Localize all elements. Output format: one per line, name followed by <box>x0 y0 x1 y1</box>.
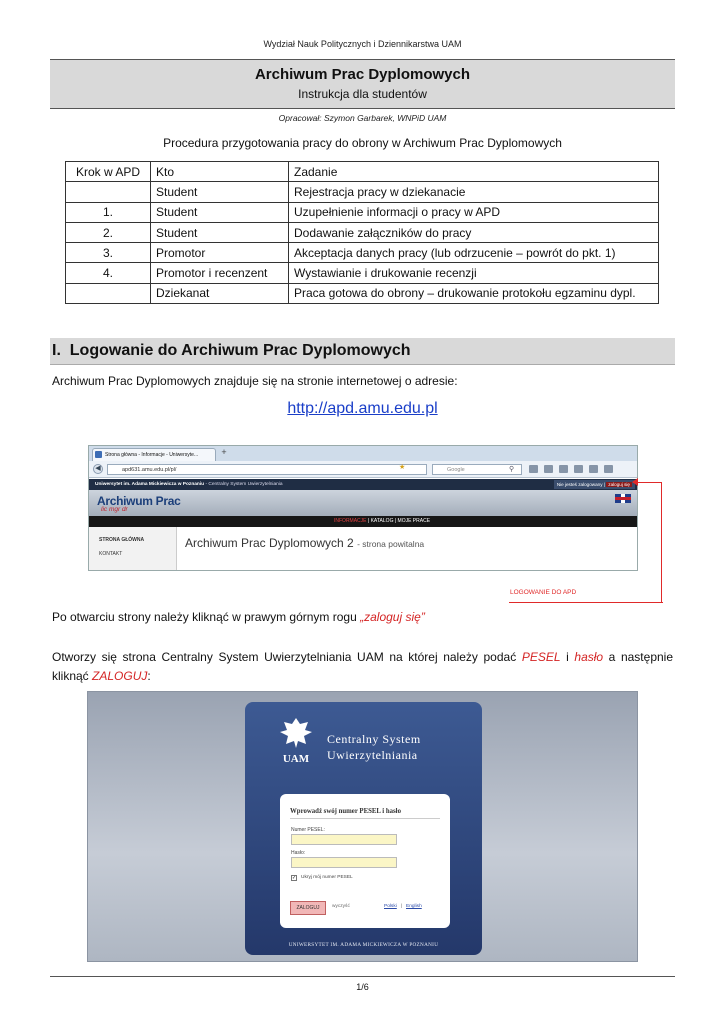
uam-eagle-logo-icon <box>278 714 314 766</box>
apd-site-view <box>89 479 637 571</box>
cas-login-form <box>280 794 450 928</box>
section-title-text: Logowanie do Archiwum Prac Dyplomowych <box>69 342 411 359</box>
addon-icon[interactable] <box>589 465 598 473</box>
table-cell-task: Wystawianie i drukowanie recenzji <box>289 263 659 283</box>
back-arrow-icon[interactable]: ◀ <box>93 464 103 474</box>
browser-search-input[interactable]: Google <box>432 464 522 475</box>
table-header-step: Krok w APD <box>66 162 151 182</box>
cas-panel <box>245 702 482 955</box>
table-cell-step <box>66 182 151 202</box>
cas-title-line1: Centralny System <box>327 732 421 746</box>
browser-tab-bar <box>89 446 637 461</box>
password-input[interactable] <box>291 857 397 868</box>
password-label: Hasło: <box>291 850 306 856</box>
search-icon[interactable]: ⚲ <box>509 466 515 473</box>
cas-footer: UNIWERSYTET IM. ADAMA MICKIEWICZA W POZNANIU <box>288 942 439 948</box>
procedure-table <box>65 161 659 304</box>
table-row <box>66 222 659 242</box>
login-button[interactable]: ZALOGUJ <box>290 901 326 915</box>
table-header-task: Zadanie <box>289 162 659 182</box>
site-top-bar <box>89 479 637 490</box>
clear-link[interactable]: wyczyść <box>332 904 350 909</box>
home-icon[interactable] <box>559 465 568 473</box>
table-cell-who: Student <box>151 222 289 242</box>
site-sidebar <box>89 527 177 571</box>
password-highlight: hasło <box>574 650 604 664</box>
bookmark-star-icon[interactable]: ★ <box>399 464 406 471</box>
hide-pesel-label: Ukryj mój numer PESEL <box>301 875 353 880</box>
english-flag-icon[interactable] <box>615 494 631 503</box>
document-title: Archiwum Prac Dyplomowych <box>254 66 471 83</box>
login-instruction-text: Po otwarciu strony należy kliknąć w prawym górnym rogu <box>52 610 361 624</box>
login-status-text: Nie jesteś zalogowany | <box>556 482 605 487</box>
login-status <box>554 480 635 489</box>
cas-instruction <box>52 648 673 686</box>
table-row <box>66 243 659 263</box>
table-cell-task: Praca gotowa do obrony – drukowanie protokołu egzaminu dypl. <box>289 283 659 303</box>
page-number: 1/6 <box>356 982 369 992</box>
cas-instruction-part4: : <box>147 669 151 683</box>
svg-text:UAM: UAM <box>282 753 310 765</box>
pesel-highlight: PESEL <box>521 650 561 664</box>
section-heading <box>50 338 675 365</box>
page-header: Wydział Nauk Politycznych i Dziennikarstwa UAM <box>263 39 462 49</box>
table-cell-step: 4. <box>66 263 151 283</box>
login-link[interactable]: zaloguj się <box>608 482 630 487</box>
bookmarks-icon[interactable] <box>529 465 538 473</box>
welcome-heading <box>185 536 424 550</box>
table-cell-task: Rejestracja pracy w dziekanacie <box>289 182 659 202</box>
window-icon[interactable] <box>574 465 583 473</box>
table-cell-step: 3. <box>66 243 151 263</box>
pesel-input[interactable] <box>291 834 397 845</box>
welcome-title: Archiwum Prac Dyplomowych 2 <box>185 536 354 550</box>
sidebar-item-home[interactable]: STRONA GŁÓWNA <box>99 537 145 543</box>
document-subtitle: Instrukcja dla studentów <box>298 87 427 101</box>
menu-item-informacje[interactable]: INFORMACJE <box>334 518 367 524</box>
table-header-row <box>66 162 659 182</box>
callout-line <box>633 482 662 603</box>
hide-pesel-checkbox[interactable]: ✓ <box>292 875 297 881</box>
site-logo: Archiwum Prac <box>97 494 181 508</box>
browser-screenshot <box>88 445 638 571</box>
address-bar[interactable]: apd631.amu.edu.pl/pl/ <box>107 464 427 475</box>
table-cell-step: 2. <box>66 222 151 242</box>
cas-form-divider <box>290 818 440 819</box>
menu-item-rest[interactable]: | KATALOG | MOJE PRACE <box>367 518 431 524</box>
download-icon[interactable] <box>544 465 553 473</box>
lang-separator: | <box>401 904 403 909</box>
cas-instruction-part3: a następnie kliknąć <box>52 650 674 683</box>
favicon-icon <box>95 451 102 458</box>
table-cell-who: Promotor <box>151 243 289 263</box>
lang-english-link[interactable]: English <box>406 904 422 909</box>
table-cell-who: Student <box>151 202 289 222</box>
zaloguj-highlight: ZALOGUJ <box>92 669 148 683</box>
table-cell-who: Student <box>151 182 289 202</box>
browser-tab-title: Strona główna - Informacje - Uniwersyte... <box>105 452 199 458</box>
table-header-who: Kto <box>151 162 289 182</box>
login-instruction-highlight: „zaloguj się” <box>360 610 425 624</box>
callout-underline <box>509 602 663 603</box>
procedure-title: Procedura przygotowania pracy do obrony w Archiwum Prac Dyplomowych <box>163 136 562 150</box>
menu-icon[interactable] <box>604 465 613 473</box>
welcome-subtitle: - strona powitalna <box>357 539 425 549</box>
login-instruction <box>52 610 425 624</box>
section-number: I. <box>52 342 61 359</box>
table-row <box>66 263 659 283</box>
sidebar-item-contact[interactable]: KONTAKT <box>99 551 123 557</box>
university-name: Uniwersytet im. Adama Mickiewicza w Poznaniu <box>95 482 205 487</box>
table-row <box>66 202 659 222</box>
browser-nav-bar <box>89 461 637 478</box>
site-logo-sub: lic mgr dr <box>101 506 128 513</box>
title-box <box>50 59 675 109</box>
section-title <box>52 342 411 360</box>
cas-title-line2: Uwierzytelniania <box>327 748 418 762</box>
cas-form-heading: Wprowadź swój numer PESEL i hasło <box>290 808 401 815</box>
table-cell-task: Uzupełnienie informacji o pracy w APD <box>289 202 659 222</box>
cas-instruction-part2: i <box>560 650 575 664</box>
university-sub: - Centralny System Uwierzytelniania <box>205 482 283 487</box>
cas-instruction-part1: Otworzy się strona Centralny System Uwierzytelniania UAM na której należy podać <box>52 650 522 664</box>
new-tab-button[interactable]: + <box>221 447 227 457</box>
callout-label: LOGOWANIE DO APD <box>510 589 577 596</box>
address-paragraph: Archiwum Prac Dyplomowych znajduje się na stronie internetowej o adresie: <box>52 374 458 388</box>
table-cell-step <box>66 283 151 303</box>
table-cell-task: Akceptacja danych pracy (lub odrzucenie – powrót do pkt. 1) <box>289 243 659 263</box>
pesel-label: Numer PESEL: <box>291 827 325 833</box>
apd-url-link[interactable]: http://apd.amu.edu.pl <box>287 400 438 417</box>
footer-divider <box>50 976 675 977</box>
table-cell-step: 1. <box>66 202 151 222</box>
lang-polish-link[interactable]: Polski <box>384 904 397 909</box>
author-line: Opracował: Szymon Garbarek, WNPiD UAM <box>278 113 447 123</box>
site-menu <box>89 516 637 527</box>
site-banner <box>89 490 637 516</box>
table-row <box>66 182 659 202</box>
browser-tab[interactable] <box>92 448 216 461</box>
table-cell-who: Promotor i recenzent <box>151 263 289 283</box>
table-cell-task: Dodawanie załączników do pracy <box>289 222 659 242</box>
table-cell-who: Dziekanat <box>151 283 289 303</box>
table-row <box>66 283 659 303</box>
cas-screenshot <box>87 691 638 962</box>
browser-toolbar-icons <box>529 465 634 474</box>
